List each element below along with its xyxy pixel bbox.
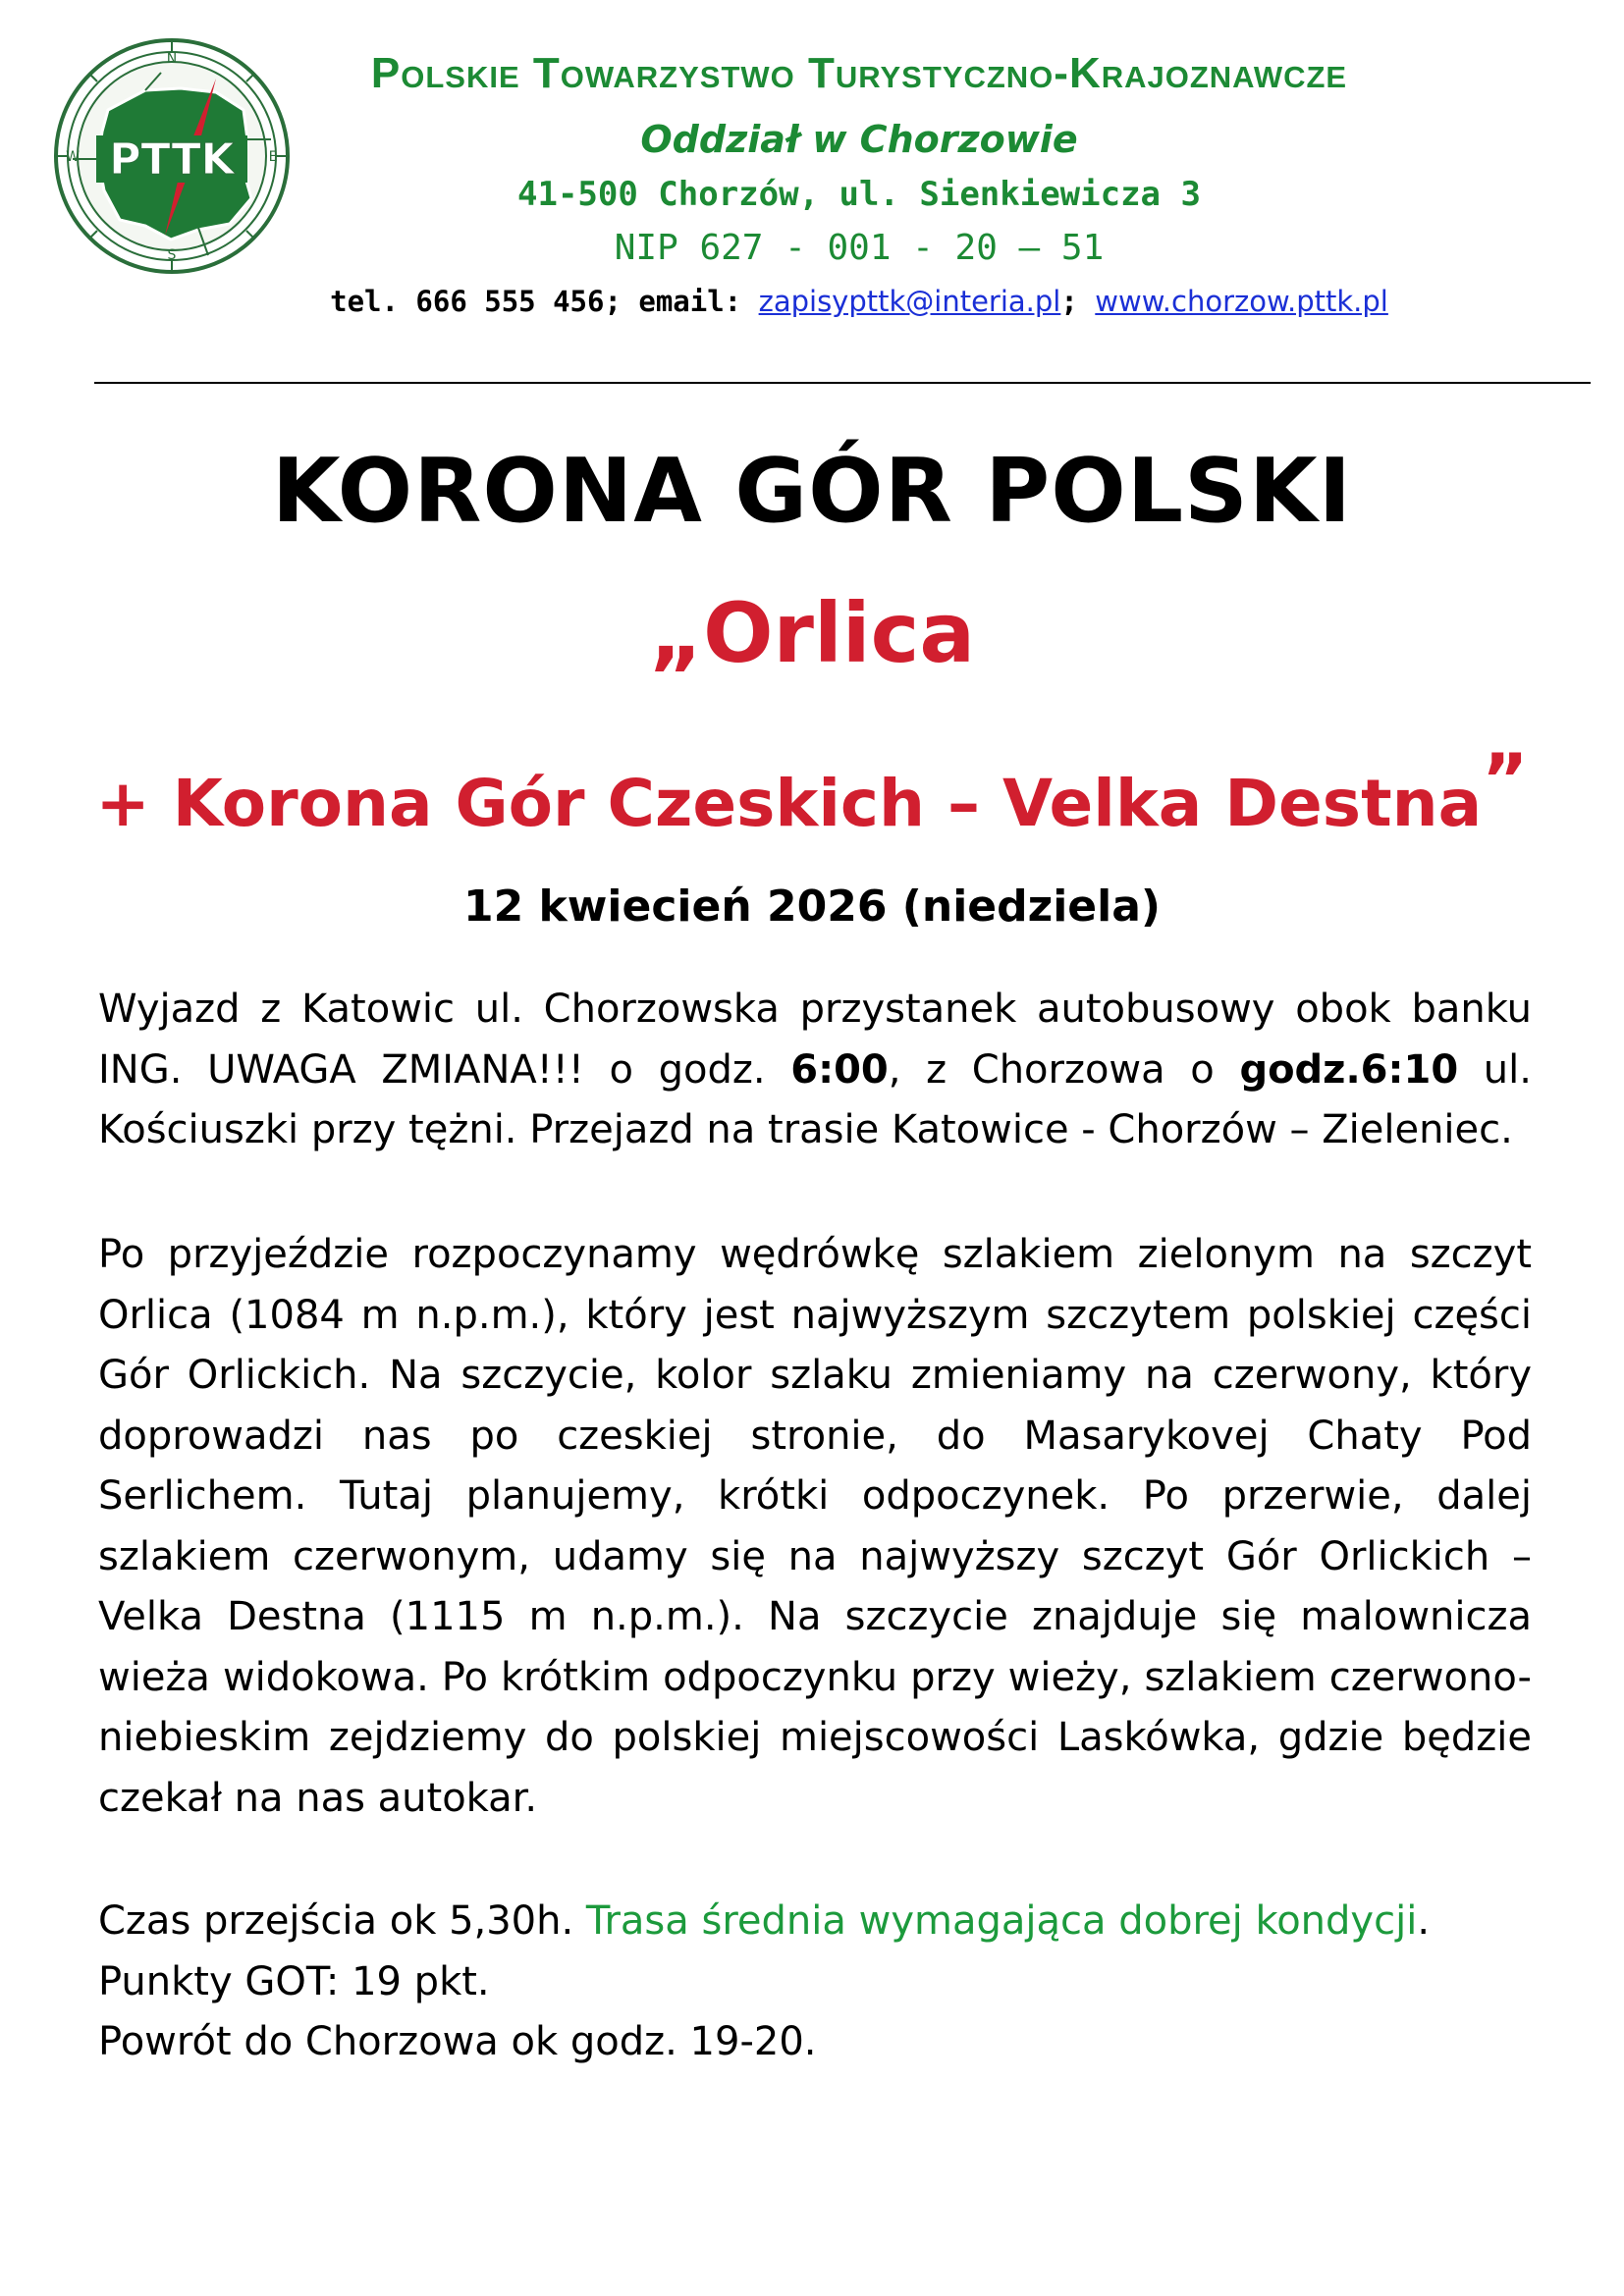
got-points: Punkty GOT: 19 pkt. bbox=[98, 1958, 490, 2004]
page-title: KORONA GÓR POLSKI bbox=[271, 440, 1353, 543]
compass-n: N bbox=[166, 51, 178, 67]
pttk-logo bbox=[51, 33, 293, 279]
contact-prefix: tel. 666 555 456; email: bbox=[330, 285, 759, 318]
compass-w: W bbox=[66, 149, 80, 165]
org-name: Polskie Towarzystwo Turystyczno-Krajoznawcze bbox=[370, 49, 1348, 97]
compass-e: E bbox=[268, 149, 278, 165]
org-address: 41-500 Chorzów, ul. Sienkiewicza 3 bbox=[517, 175, 1201, 214]
extra-title-text: + Korona Gór Czeskich – Velka Destna bbox=[95, 766, 1483, 841]
compass-logo-graphic bbox=[51, 33, 293, 279]
return-time: Powrót do Chorzowa ok godz. 19-20. bbox=[98, 2019, 817, 2064]
duration-line bbox=[98, 1892, 1532, 1952]
departure-time-chorzow: godz.6:10 bbox=[1239, 1046, 1459, 1093]
email-link[interactable]: zapisypttk@interia.pl bbox=[758, 285, 1061, 318]
departure-time-katowice: 6:00 bbox=[790, 1046, 889, 1093]
org-contact bbox=[295, 285, 1424, 318]
compass-s: S bbox=[167, 247, 177, 263]
extra-title bbox=[0, 738, 1624, 841]
difficulty-end: . bbox=[1417, 1898, 1431, 1944]
org-branch: Oddział w Chorzowie bbox=[640, 118, 1078, 161]
contact-separator: ; bbox=[1060, 285, 1096, 318]
event-date: 12 kwiecień 2026 (niedziela) bbox=[462, 881, 1162, 932]
peak-title: „Orlica bbox=[648, 585, 976, 681]
departure-text-a: Wyjazd z Katowic ul. Chorzowska przystanek autobusowy obok banku ING. UWAGA ZMIANA!!! o godz. bbox=[98, 987, 1532, 1093]
route-paragraph: Po przyjeździe rozpoczynamy wędrówkę szlakiem zielonym na szczyt Orlica (1084 m n.p.m.), który jest najwyższym szczytem polskiej części Gór Orlickich. Na szczycie, kolor szlaku zmieniamy na czerwony, który doprowadzi nas po czeskiej stronie, do Masarykovej Chaty Pod Serlichem. Tutaj planujemy, krótki odpoczynek. Po przerwie, dalej szlakiem czerwonym, udamy się na najwyższy szczyt Gór Orlickich – Velka Destna (1115 m n.p.m.). Na szczycie znajduje się malownicza wieża widokowa. Po krótkim odpoczynku przy wieży, szlakiem czerwono-niebieskim zejdziemy do polskiej miejscowości Laskówka, gdzie będzie czekał na nas autokar. bbox=[98, 1232, 1532, 1821]
departure-text-c: ul. Kościuszki przy tężni. Przejazd na trasie Katowice - Chorzów – Zieleniec. bbox=[98, 1046, 1532, 1152]
logo-text: PTTK bbox=[109, 134, 235, 185]
duration-text: Czas przejścia ok 5,30h. bbox=[98, 1898, 586, 1944]
departure-text-b: , z Chorzowa o bbox=[888, 1046, 1240, 1093]
departure-paragraph bbox=[98, 980, 1532, 1161]
summary-paragraph bbox=[98, 1892, 1532, 2073]
header-divider bbox=[94, 382, 1591, 384]
difficulty-text: Trasa średnia wymagająca dobrej kondycji bbox=[585, 1898, 1418, 1944]
website-link[interactable]: www.chorzow.pttk.pl bbox=[1095, 285, 1388, 318]
org-nip: NIP 627 - 001 - 20 – 51 bbox=[614, 228, 1105, 268]
closing-quote: ” bbox=[1482, 738, 1529, 821]
